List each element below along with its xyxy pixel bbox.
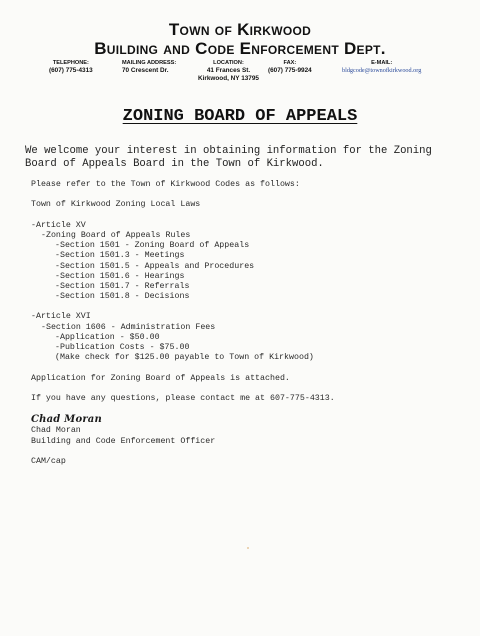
section-1501-5: -Section 1501.5 - Appeals and Procedures <box>55 261 255 271</box>
signer-title: Building and Code Enforcement Officer <box>31 436 216 446</box>
fax-value: (607) 775-9924 <box>268 67 312 74</box>
section-1501-6: -Section 1501.6 - Hearings <box>55 271 185 281</box>
letterhead-town: Town of Kirkwood <box>168 20 312 39</box>
email-link[interactable]: bldgcode@townofkirkwood.org <box>342 67 422 74</box>
article-xvi: -Article XVI <box>31 312 91 322</box>
location-city: Kirkwood, NY 13795 <box>198 75 259 82</box>
telephone-label: TELEPHONE: <box>52 60 89 66</box>
refer-line: Please refer to the Town of Kirkwood Codes as follows: <box>31 180 300 189</box>
handwritten-signature: Chad Moran <box>31 414 102 426</box>
section-1501-3: -Section 1501.3 - Meetings <box>55 251 185 261</box>
local-laws-line: Town of Kirkwood Zoning Local Laws <box>31 200 201 210</box>
contact-email <box>342 59 421 75</box>
fee-check-note: (Make check for $125.00 payable to Town of Kirkwood) <box>55 353 314 363</box>
section-1501-7: -Section 1501.7 - Referrals <box>55 281 190 291</box>
mailing-value: 70 Crescent Dr. <box>122 67 169 74</box>
article-xv: -Article XV <box>31 220 86 230</box>
location-label: LOCATION: <box>213 60 244 66</box>
mailing-label: MAILING ADDRESS: <box>122 60 177 66</box>
questions-line: If you have any questions, please contact me at 607-775-4313. <box>31 393 335 403</box>
signer-name: Chad Moran <box>31 426 81 436</box>
contact-fax <box>268 59 312 75</box>
section-1501-8: -Section 1501.8 - Decisions <box>55 292 190 302</box>
document-title-text: ZONING BOARD OF APPEALS <box>122 107 358 126</box>
attached-line: Application for Zoning Board of Appeals is attached. <box>31 373 290 383</box>
fax-label: FAX: <box>283 60 297 66</box>
telephone-value: (607) 775-4313 <box>49 67 93 74</box>
section-1606: -Section 1606 - Administration Fees <box>41 322 216 332</box>
reference-initials: CAM/cap <box>31 456 66 466</box>
zba-rules: -Zoning Board of Appeals Rules <box>41 230 191 240</box>
location-street: 41 Frances St. <box>206 67 251 74</box>
section-1501: -Section 1501 - Zoning Board of Appeals <box>55 241 250 251</box>
intro-paragraph: We welcome your interest in obtaining information for the Zoning Board of Appeals Board in the Town of Kirkwood. <box>25 145 432 170</box>
contact-location <box>198 59 259 83</box>
letter-body <box>31 180 461 467</box>
document-title <box>0 107 480 126</box>
fee-application: -Application - $50.00 <box>55 332 160 342</box>
email-label: E-MAIL: <box>371 60 393 66</box>
fee-publication: -Publication Costs - $75.00 <box>55 343 190 352</box>
contact-mailing <box>122 59 176 75</box>
contact-telephone <box>49 59 93 75</box>
scan-speck <box>247 547 249 549</box>
letterhead-dept: Building and Code Enforcement Dept. <box>94 39 386 58</box>
